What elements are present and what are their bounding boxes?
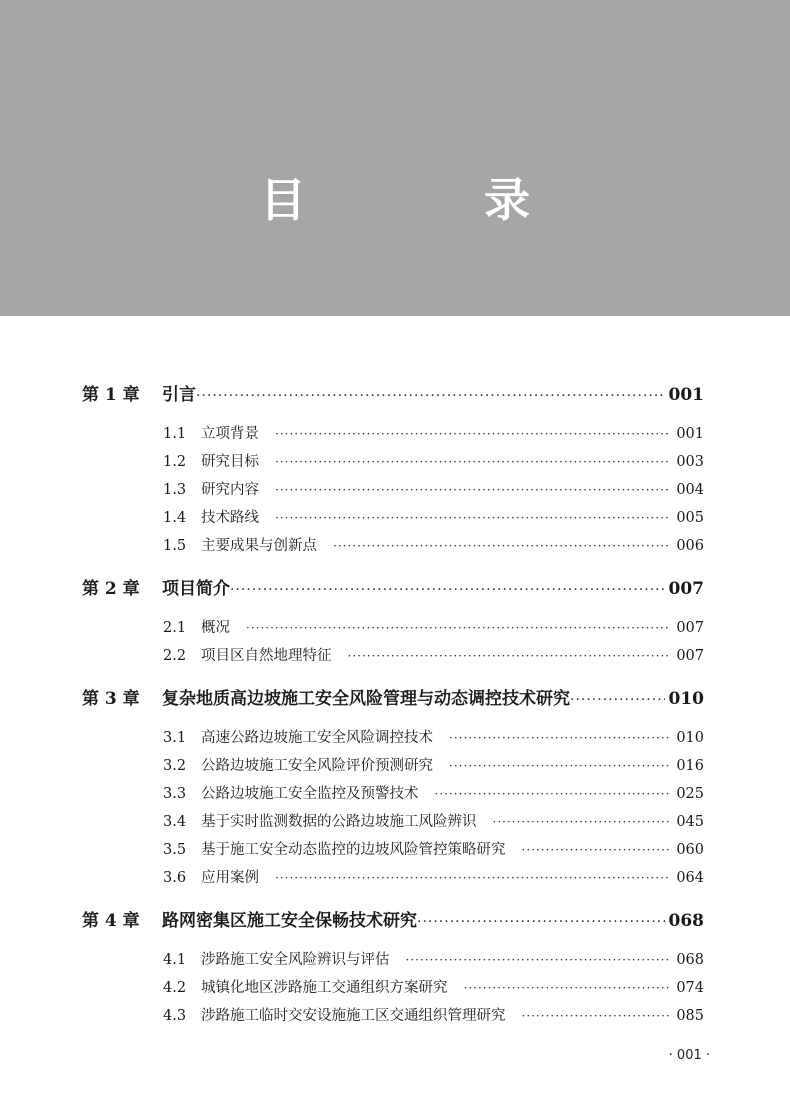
leader-dots (230, 582, 665, 598)
chapter-number: 第 4 章 (82, 911, 140, 931)
section-title: 主要成果与创新点 (201, 538, 317, 554)
toc-chapter[interactable] (82, 906, 704, 931)
page-number: 006 (676, 538, 704, 554)
section-title: 城镇化地区涉路施工交通组织方案研究 (201, 980, 448, 996)
leader-dots (246, 621, 670, 635)
section-title: 研究目标 (201, 454, 259, 470)
toc-section[interactable] (163, 644, 704, 665)
toc-section[interactable] (163, 754, 704, 775)
leader-dots (417, 914, 665, 930)
leader-dots (406, 953, 671, 967)
section-number: 4.3 (163, 1008, 187, 1024)
leader-dots (435, 787, 671, 801)
leader-dots (522, 1009, 671, 1023)
page-title: 目 录 (260, 173, 596, 227)
chapter-title: 项目简介 (162, 579, 230, 599)
toc-section[interactable] (163, 422, 704, 443)
page-number: 007 (668, 579, 704, 599)
section-number: 1.1 (163, 426, 187, 442)
section-number: 3.1 (163, 730, 187, 746)
page-number: 007 (676, 620, 704, 636)
toc-section[interactable] (163, 782, 704, 803)
footer-page-number: · 001 · (668, 1048, 710, 1063)
page-number: 064 (676, 870, 704, 886)
section-number: 1.3 (163, 482, 187, 498)
toc-chapter[interactable] (82, 574, 704, 599)
toc-chapter[interactable] (82, 684, 704, 709)
section-number: 3.6 (163, 870, 187, 886)
page-number: 007 (676, 648, 704, 664)
leader-dots (449, 731, 670, 745)
section-title: 涉路施工临时交安设施施工区交通组织管理研究 (201, 1008, 506, 1024)
page-number: 004 (676, 482, 704, 498)
toc-section[interactable] (163, 976, 704, 997)
toc-section[interactable] (163, 948, 704, 969)
section-number: 3.2 (163, 758, 187, 774)
section-number: 3.5 (163, 842, 187, 858)
page-number: 003 (676, 454, 704, 470)
leader-dots (570, 692, 665, 708)
leader-dots (449, 759, 670, 773)
section-number: 3.3 (163, 786, 187, 802)
leader-dots (522, 843, 671, 857)
toc-chapter[interactable] (82, 380, 704, 405)
page-number: 025 (676, 786, 704, 802)
page-number: 010 (676, 730, 704, 746)
leader-dots (333, 539, 670, 553)
page-number: 045 (676, 814, 704, 830)
page-number: 001 (668, 385, 704, 405)
toc-section[interactable] (163, 726, 704, 747)
section-number: 2.2 (163, 648, 187, 664)
toc-section[interactable] (163, 450, 704, 471)
page-number: 068 (668, 911, 704, 931)
chapter-number: 第 3 章 (82, 689, 140, 709)
toc-section[interactable] (163, 534, 704, 555)
toc-section[interactable] (163, 866, 704, 887)
page-number: 068 (676, 952, 704, 968)
section-title: 项目区自然地理特征 (201, 648, 332, 664)
section-title: 立项背景 (201, 426, 259, 442)
section-number: 1.5 (163, 538, 187, 554)
section-number: 4.1 (163, 952, 187, 968)
page-number: 060 (676, 842, 704, 858)
page-number: 010 (668, 689, 704, 709)
section-title: 概况 (201, 620, 230, 636)
chapter-title: 复杂地质高边坡施工安全风险管理与动态调控技术研究 (162, 689, 570, 709)
leader-dots (275, 455, 670, 469)
page-number: 074 (676, 980, 704, 996)
page-number: 005 (676, 510, 704, 526)
chapter-title: 引言 (162, 385, 196, 405)
page-number: 085 (676, 1008, 704, 1024)
toc-section[interactable] (163, 1004, 704, 1025)
section-title: 公路边坡施工安全风险评价预测研究 (201, 758, 433, 774)
leader-dots (275, 871, 670, 885)
toc-section[interactable] (163, 838, 704, 859)
chapter-number: 第 1 章 (82, 385, 140, 405)
leader-dots (348, 649, 671, 663)
section-number: 1.2 (163, 454, 187, 470)
page-number: 001 (676, 426, 704, 442)
section-title: 高速公路边坡施工安全风险调控技术 (201, 730, 433, 746)
leader-dots (196, 388, 665, 404)
section-title: 研究内容 (201, 482, 259, 498)
section-title: 涉路施工安全风险辨识与评估 (201, 952, 390, 968)
toc-section[interactable] (163, 810, 704, 831)
section-title: 基于实时监测数据的公路边坡施工风险辨识 (201, 814, 477, 830)
toc-section[interactable] (163, 616, 704, 637)
leader-dots (275, 427, 670, 441)
chapter-title: 路网密集区施工安全保畅技术研究 (162, 911, 417, 931)
toc-section[interactable] (163, 478, 704, 499)
section-number: 1.4 (163, 510, 187, 526)
section-title: 基于施工安全动态监控的边坡风险管控策略研究 (201, 842, 506, 858)
section-number: 2.1 (163, 620, 187, 636)
leader-dots (275, 483, 670, 497)
section-title: 技术路线 (201, 510, 259, 526)
section-title: 应用案例 (201, 870, 259, 886)
leader-dots (464, 981, 671, 995)
section-number: 3.4 (163, 814, 187, 830)
chapter-number: 第 2 章 (82, 579, 140, 599)
section-title: 公路边坡施工安全监控及预警技术 (201, 786, 419, 802)
section-number: 4.2 (163, 980, 187, 996)
page-number: 016 (676, 758, 704, 774)
leader-dots (493, 815, 671, 829)
leader-dots (275, 511, 670, 525)
toc-section[interactable] (163, 506, 704, 527)
